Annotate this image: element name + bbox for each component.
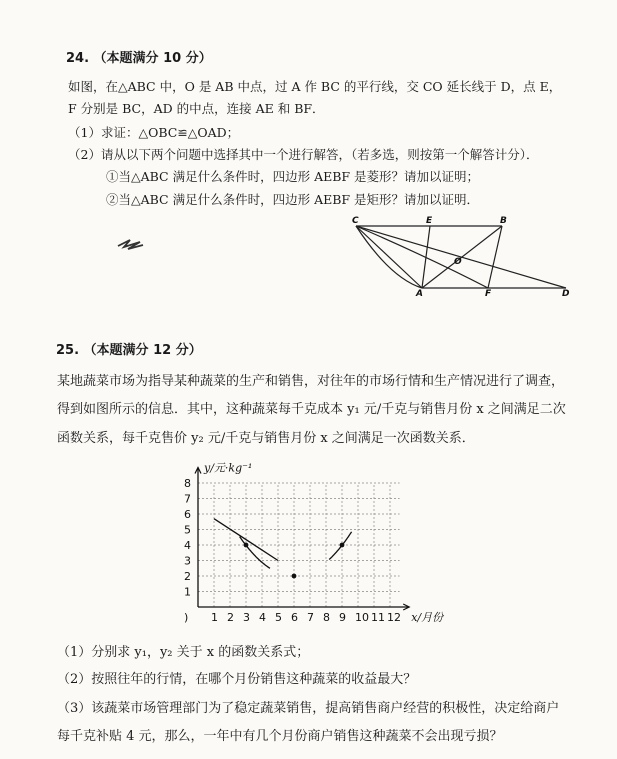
scribble-mark: [116, 236, 146, 252]
x-tick-label: 2: [227, 611, 234, 624]
q25-line3: 函数关系，每千克售价 y₂ 元/千克与销售月份 x 之间满足一次函数关系．: [57, 431, 475, 446]
x-tick-label: 9: [339, 611, 346, 624]
x-tick-label: 6: [291, 611, 298, 624]
q25-part3b: 每千克补贴 4 元，那么，一年中有几个月份商户销售这种蔬菜不会出现亏损？: [57, 729, 503, 744]
q25-part3a: （3）该蔬菜市场管理部门为了稳定蔬菜销售，提高销售商户经营的积极性，决定给商户: [57, 701, 560, 716]
x-tick-label: 5: [275, 611, 282, 624]
label-F: F: [485, 289, 492, 299]
y-tick-label: 7: [184, 492, 191, 506]
y-tick-label: 1: [184, 585, 191, 599]
q24-line2: F 分别是 BC，AD 的中点，连接 AE 和 BF．: [68, 101, 325, 116]
chart-grid: [198, 483, 400, 607]
data-point: [244, 543, 249, 548]
chart-axes: [195, 468, 409, 611]
q24-line1: 如图，在△ABC 中，O 是 AB 中点，过 A 作 BC 的平行线，交 CO 延长线于 D，点 E，: [68, 79, 562, 94]
origin-label: ): [184, 611, 189, 624]
q25-line2: 得到如图所示的信息．其中，这种蔬菜每千克成本 y₁ 元/千克与销售月份 x 之间满足二次: [57, 402, 566, 417]
q24-header: 24. （本题满分 10 分）: [66, 51, 212, 66]
y-tick-label: 8: [184, 477, 191, 490]
x-tick-label: 7: [307, 611, 314, 624]
q25-header: 25. （本题满分 12 分）: [56, 343, 202, 358]
q25-part1: （1）分别求 y₁，y₂ 关于 x 的函数关系式；: [57, 645, 310, 660]
x-tick-label: 10: [355, 611, 369, 624]
x-tick-label: 8: [323, 611, 330, 624]
x-tick-label: 11: [371, 611, 385, 624]
q24-option1: ①当△ABC 满足什么条件时，四边形 AEBF 是菱形？请加以证明；: [106, 169, 480, 184]
y-tick-label: 6: [184, 508, 191, 521]
y-tick-label: 4: [184, 539, 191, 552]
label-C: C: [352, 216, 359, 226]
chart-ticks: [184, 477, 401, 624]
x-tick-label: 3: [243, 611, 250, 624]
label-B: B: [500, 216, 507, 226]
y-tick-label: 3: [184, 554, 191, 568]
q24-option2: ②当△ABC 满足什么条件时，四边形 AEBF 是矩形？请加以证明．: [106, 192, 480, 207]
y-tick-label: 5: [184, 523, 191, 537]
label-A: A: [416, 289, 423, 299]
y-axis-label: y/元·kg⁻¹: [204, 461, 253, 475]
chart-marks: [214, 519, 352, 579]
label-E: E: [426, 216, 433, 226]
q25-price-cost-chart: [170, 452, 460, 632]
label-O: O: [454, 257, 462, 267]
data-point: [292, 574, 297, 579]
label-D: D: [562, 289, 570, 299]
x-tick-label: 1: [211, 611, 218, 624]
q24-geometry-figure: [350, 218, 580, 298]
x-axis-label: x/月份: [411, 611, 444, 624]
y-tick-label: 2: [184, 570, 191, 583]
q24-part1: （1）求证：△OBC≌△OAD；: [68, 125, 240, 140]
q25-part2: （2）按照往年的行情，在哪个月份销售这种蔬菜的收益最大？: [57, 672, 417, 687]
x-tick-label: 4: [259, 611, 266, 624]
data-point: [340, 543, 345, 548]
q25-line1: 某地蔬菜市场为指导某种蔬菜的生产和销售，对往年的市场行情和生产情况进行了调查，: [57, 374, 565, 389]
x-tick-label: 12: [387, 611, 401, 624]
q24-part2: （2）请从以下两个问题中选择其中一个进行解答，（若多选，则按第一个解答计分）．: [68, 147, 539, 162]
